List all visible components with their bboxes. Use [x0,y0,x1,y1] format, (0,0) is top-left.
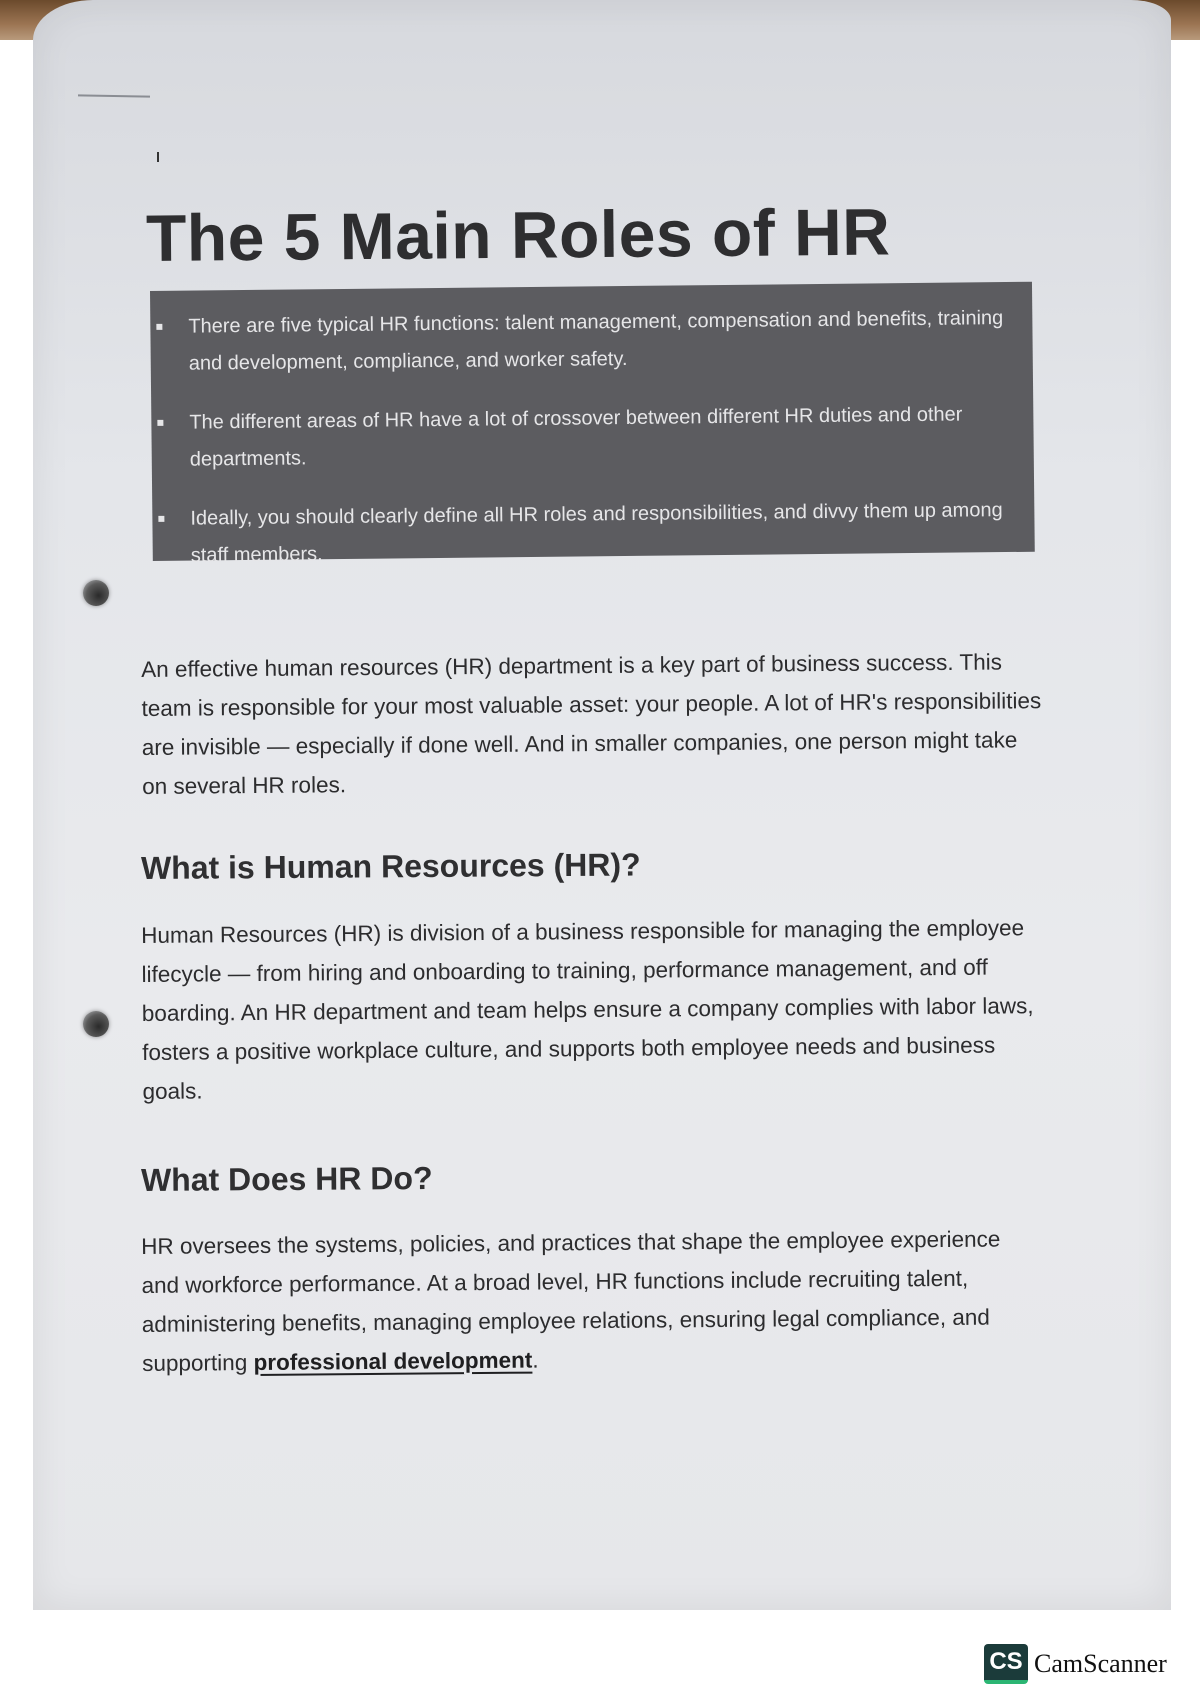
camscanner-watermark [984,1644,1167,1684]
professional-development-link[interactable]: professional development [253,1347,533,1376]
summary-point: The different areas of HR have a lot of crossover between different HR duties and other departments. [151,396,1014,479]
summary-point: Ideally, you should clearly define all HR roles and responsibilities, and divvy them up among staff members. [152,492,1015,575]
paragraph-text: . [532,1347,539,1373]
page-title: The 5 Main Roles of HR [145,194,891,275]
what-is-hr-paragraph: Human Resources (HR) is division of a business responsible for managing the employee lifecycle — from hiring and onboarding to training, performance management, and off boarding. An HR department and team helps ensure a company complies with labor laws, fosters a positive workplace culture, and supports both employee needs and business goals. [141,915,1034,1104]
camscanner-name: CamScanner [1034,1649,1167,1678]
summary-list [150,300,1015,575]
punch-hole-middle [83,1011,109,1037]
summary-box [150,282,1035,567]
section-heading-what-is-hr: What is Human Resources (HR)? [140,846,641,886]
intro-paragraph: An effective human resources (HR) department is a key part of business success. This team is responsible for your most valuable asset: your people. A lot of HR's responsibilities are invisible — especially if done well. And in smaller companies, one person might take on several HR roles. [141,649,1042,799]
what-does-hr-do-paragraph [141,1219,1042,1383]
ink-mark [157,152,159,162]
paragraph-text: HR oversees the systems, policies, and practices that shape the employee experience and workforce performance. At a broad level, HR functions include recruiting talent, administering benefits, managing employee relations, ensuring legal compliance, and supporting [141,1226,1001,1376]
camscanner-logo-icon: CS [984,1644,1028,1684]
summary-point: There are five typical HR functions: talent management, compensation and benefits, training and development, compliance, and worker safety. [150,300,1013,383]
section-heading-what-does-hr-do: What Does HR Do? [140,1159,433,1198]
punch-hole-top [83,580,109,606]
